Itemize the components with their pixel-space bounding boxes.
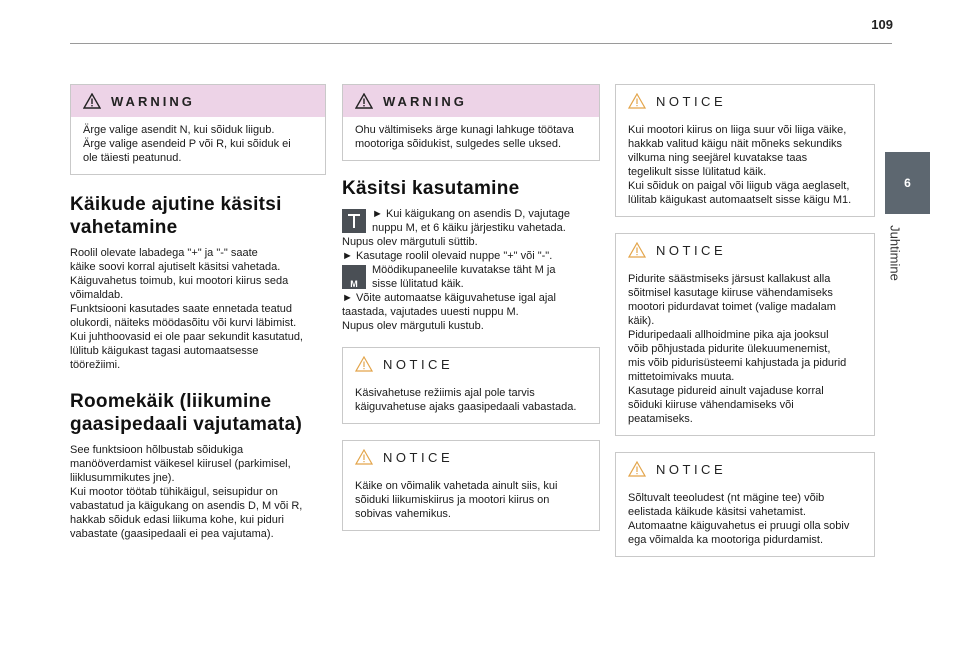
notice-title: NOTICE <box>383 449 454 465</box>
chapter-label: Juhtimine <box>887 225 903 281</box>
notice-title: NOTICE <box>656 242 727 258</box>
page-number: 109 <box>871 17 893 32</box>
notice-triangle-icon <box>355 449 373 465</box>
gear-selector-icon <box>342 209 366 233</box>
manual-indicator-step: M Möödikupaneelile kuvatakse täht M ja sisse lülitatud käik. <box>342 263 600 291</box>
notice-box <box>615 452 875 557</box>
section-text: Roolil olevate labadega "+" ja "-" saate käike soovi korral ajutiselt käsitsi vahetada. Käiguvahetus toimub, kui mootori kiirus seda võimaldab. Funktsiooni kasutades saate ennetada teatud olukordi, näiteks möödasõitu või kurvi läbimist. Kui juhthoovasid ei ole paar sekundit kasutatud, lülitub käigukast tagasi automaatsesse töörežiimi. <box>70 247 303 371</box>
notice-title: NOTICE <box>383 356 454 372</box>
notice-triangle-icon <box>628 93 646 109</box>
notice-text: Sõltuvalt teeoludest (nt mägine tee) võib eelistada käikude käsitsi vahetamist. Automaatne käiguvahetus ei pruugi olla sobiv ega võimalda ka mootoriga pidurdamist. <box>628 492 850 546</box>
warning-text: Ärge valige asendit N, kui sõiduk liigub. Ärge valige asendeid P või R, kui sõiduk ei ole täiesti peatunud. <box>83 124 291 164</box>
column-3 <box>615 84 875 573</box>
notice-title: NOTICE <box>656 93 727 109</box>
warning-triangle-icon <box>83 93 101 109</box>
notice-box <box>342 440 600 531</box>
notice-text: Pidurite säästmiseks järsust kallakust alla sõitmisel kasutage kiiruse vähendamiseks mootori pidurdavat toimet (valige madalam käik). Piduripedaali allhoidmine pika aja jooksul võib põhjustada pidurite ülekuumenemist, mis võib pidurisüsteemi kahjustada ja pidurid mittetoimivaks muuta. Kasutage pidureid ainult vajaduse korral sõiduki kiiruse vähendamiseks või peatamiseks. <box>628 273 847 425</box>
notice-text: Käike on võimalik vahetada ainult siis, kui sõiduki liikumiskiirus ja mootori kiirus on sobivas vahemikus. <box>355 480 558 520</box>
manual-mode-step: ► Kui käigukang on asendis D, vajutage nuppu M, et 6 käiku järjestiku vahetada. <box>342 207 600 235</box>
notice-box <box>342 347 600 424</box>
warning-text: Ohu vältimiseks ärge kunagi lahkuge töötava mootoriga sõidukist, sulgedes selle uksed. <box>355 124 574 150</box>
warning-box <box>342 84 600 161</box>
section-heading: Roomekäik (liikumine gaasipedaali vajutamata) <box>70 391 303 435</box>
warning-title: WARNING <box>383 93 467 109</box>
warning-triangle-icon <box>355 93 373 109</box>
notice-triangle-icon <box>355 356 373 372</box>
section-heading: Käikude ajutine käsitsi vahetamine <box>70 194 282 238</box>
header-rule <box>70 43 892 44</box>
manual-indicator-icon: M <box>342 265 366 289</box>
notice-box <box>615 233 875 436</box>
column-1 <box>70 84 326 541</box>
chapter-tab[interactable]: 6 <box>885 152 930 214</box>
warning-title: WARNING <box>111 93 195 109</box>
section-heading: Käsitsi kasutamine <box>342 178 520 199</box>
notice-text: Kui mootori kiirus on liiga suur või liiga väike, hakkab valitud käigu näit mõneks sekundiks vilkuma ning seejärel kuvatakse taas tegelikult sisse lülitatud käik. Kui sõiduk on paigal või liigub väga aeglaselt, lülitab käigukast automaatselt sisse käigu M1. <box>628 124 852 206</box>
notice-text: Käsivahetuse režiimis ajal pole tarvis käiguvahetuse ajaks gaasipedaali vabastada. <box>355 387 577 413</box>
section-text: See funktsioon hõlbustab sõidukiga manööverdamist väikesel kiirusel (parkimisel, liiklusummikutes jne). Kui mootor töötab tühikäigul, seisupidur on vabastatud ja käigukang on asendis D, M või R, hakkab sõiduk edasi liikuma kohe, kui piduri vabastate (gaasipedaali ei pea vajutama). <box>70 444 303 540</box>
notice-triangle-icon <box>628 242 646 258</box>
warning-box <box>70 84 326 175</box>
notice-title: NOTICE <box>656 461 727 477</box>
column-2: WARNING Ohu vältimiseks ärge kunagi lahkuge töötava mootoriga sõidukist, sulgedes selle uksed. Käsitsi kasutamine ► Kui käigukang on asendis D, vajutage nuppu M, et 6 käiku järjestiku vahetada. Nupus olev märgutuli süttib. ► Kasutage roolil olevaid nuppe "+" või "-". M Möödikupaneelile kuvatakse täht M ja sisse lülitatud käik. ► Võite automaatse käiguvahetuse igal ajal taastada, vajutades uuesti nuppu M. Nupus olev märgutuli kustub. NOTICE Käsivahetuse režiimis ajal pole tarvis käiguvahetuse ajaks gaasipedaali vabastada. NOTICE Käike on võimalik vahetada ainult siis, kui sõiduki liikumiskiirus ja mootori kiirus on sobivas vahemikus. <box>342 84 600 547</box>
notice-triangle-icon <box>628 461 646 477</box>
notice-box <box>615 84 875 217</box>
